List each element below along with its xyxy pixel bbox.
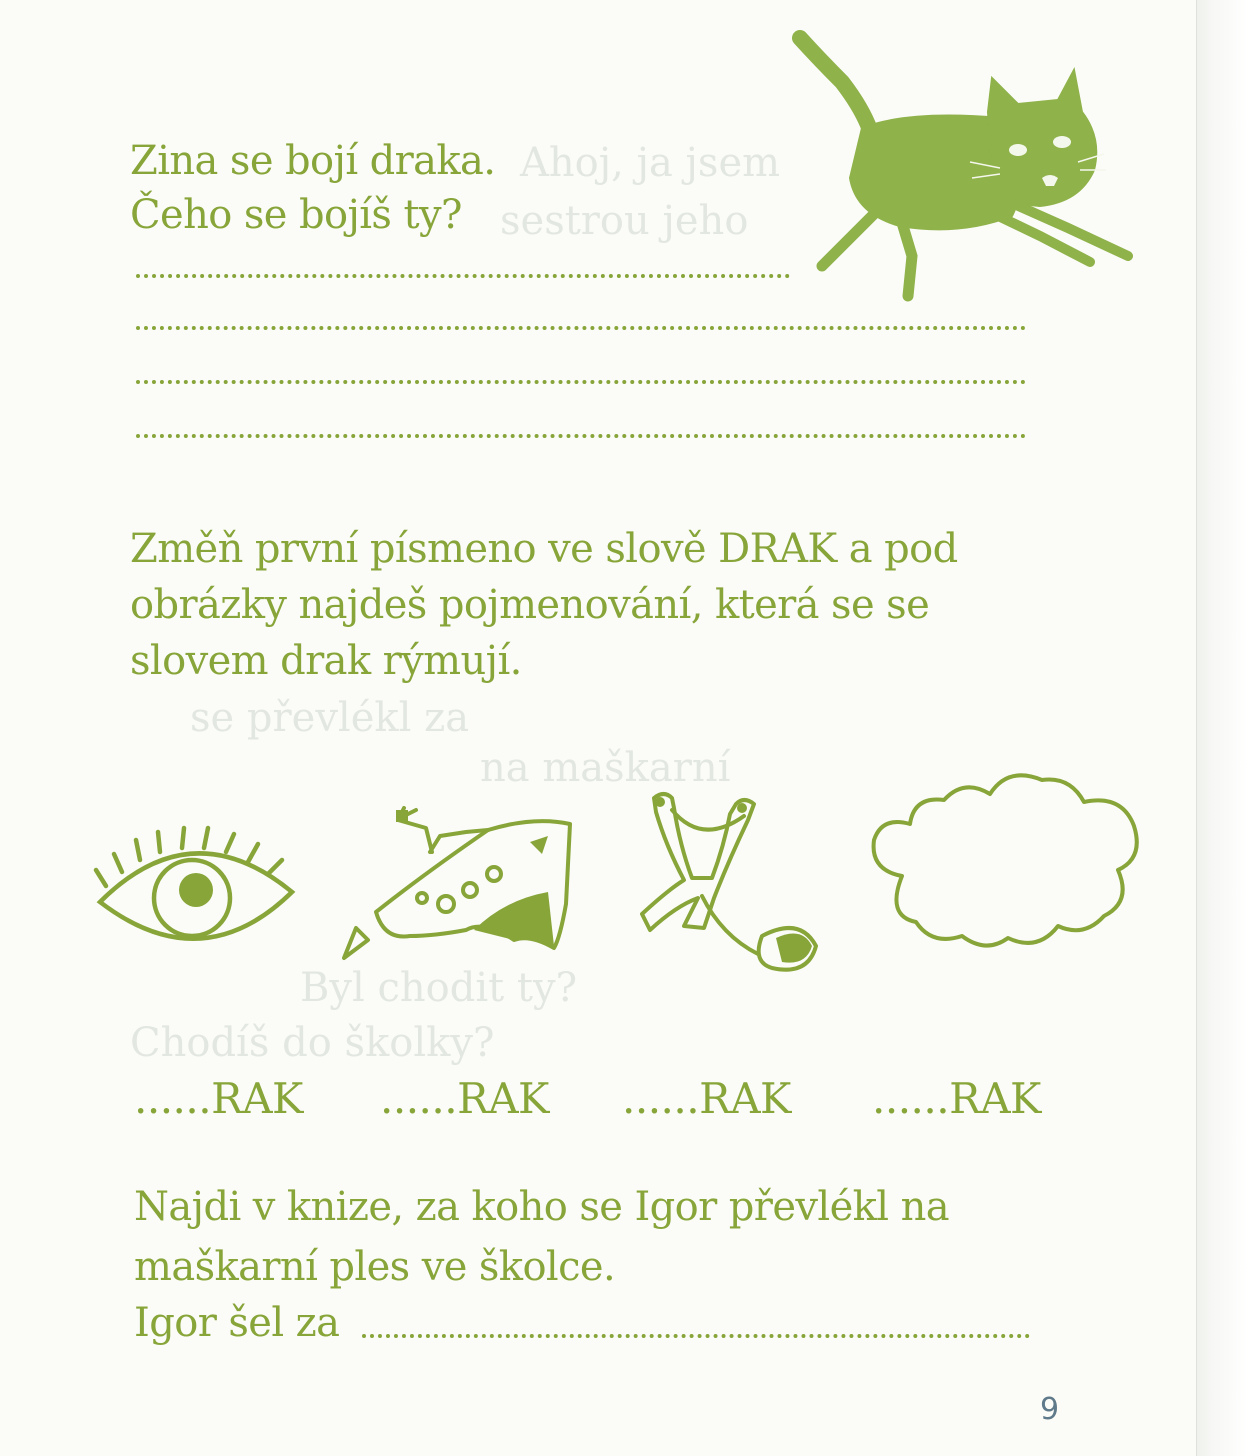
bleed-through: na maškarní <box>480 745 731 791</box>
bleed-through: Chodíš do školky? <box>130 1020 495 1066</box>
answer-line[interactable] <box>136 326 1026 330</box>
task-line-3: Igor šel za <box>134 1300 340 1346</box>
rhyme-answer-4[interactable]: ......RAK <box>872 1074 1041 1123</box>
instruction-line-3: slovem drak rýmují. <box>130 638 522 684</box>
question-line-1: Zina se bojí draka. <box>130 138 496 184</box>
bleed-through: Ahoj, ja jsem <box>520 140 781 186</box>
ship-icon <box>334 808 564 968</box>
bleed-through: Byl chodit ty? <box>300 965 578 1011</box>
task-line-2: maškarní ples ve školce. <box>134 1244 616 1290</box>
cloud-icon <box>862 766 1152 956</box>
task-line-1: Najdi v knize, za koho se Igor převlékl na <box>134 1184 950 1230</box>
rhyme-answer-1[interactable]: ......RAK <box>134 1074 303 1123</box>
page-number: 9 <box>1040 1392 1060 1427</box>
slingshot-icon <box>632 786 822 986</box>
answer-line[interactable] <box>136 434 1026 438</box>
instruction-line-1: Změň první písmeno ve slově DRAK a pod <box>130 526 958 572</box>
answer-line[interactable] <box>136 274 790 278</box>
instruction-line-2: obrázky najdeš pojmenování, která se se <box>130 582 930 628</box>
igor-answer-line[interactable] <box>362 1334 1030 1338</box>
bleed-through: sestrou jeho <box>500 198 749 244</box>
answer-line[interactable] <box>136 380 1026 384</box>
question-line-2: Čeho se bojíš ty? <box>130 192 462 238</box>
rhyme-answer-2[interactable]: ......RAK <box>380 1074 549 1123</box>
bleed-through: se převlékl za <box>190 695 470 741</box>
rhyme-answer-3[interactable]: ......RAK <box>622 1074 791 1123</box>
eye-icon <box>92 820 302 950</box>
